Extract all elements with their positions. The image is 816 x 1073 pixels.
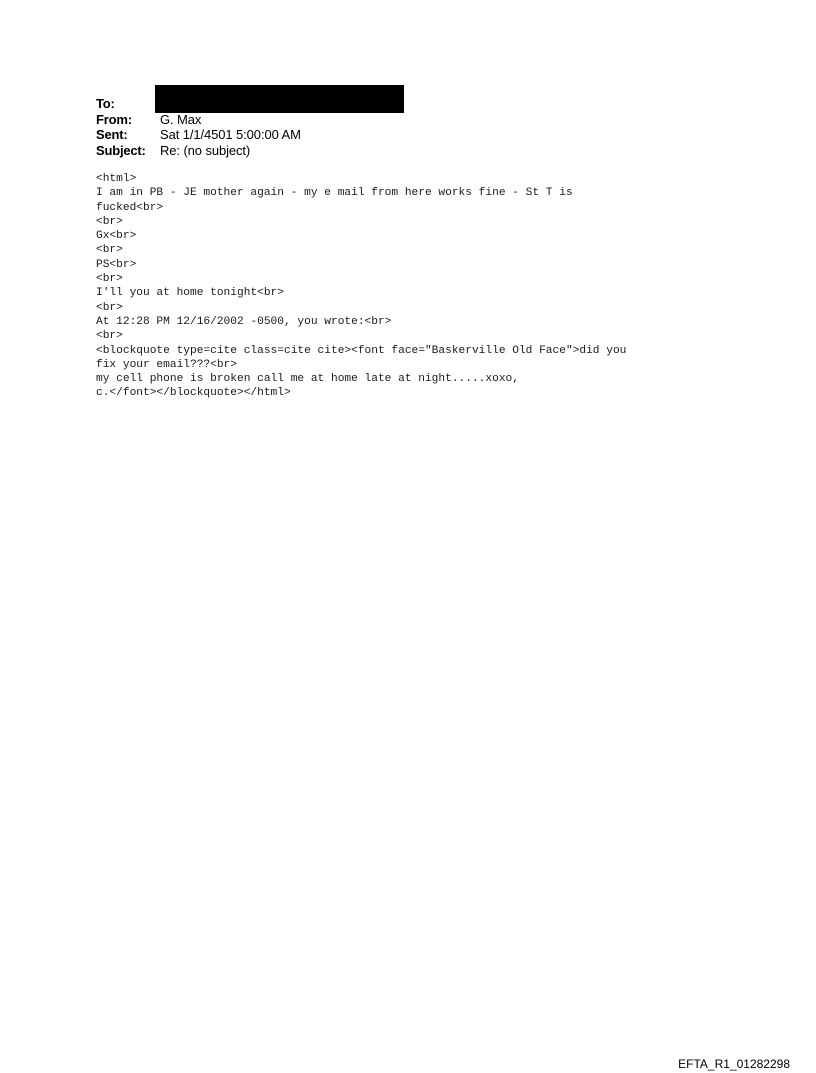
to-label: To: xyxy=(96,96,115,111)
body-line: <br> xyxy=(96,273,123,286)
body-line: I am in PB - JE mother again - my e mail from here works fine - St T is xyxy=(96,187,573,200)
from-row xyxy=(96,112,301,128)
body-line: PS<br> xyxy=(96,258,137,271)
body-line: my cell phone is broken call me at home late at night.....xoxo, xyxy=(96,373,519,386)
body-line: <br> xyxy=(96,301,123,314)
from-value: G. Max xyxy=(160,111,202,127)
sent-label: Sent: xyxy=(96,127,128,142)
body-line: <blockquote type=cite class=cite cite><font face="Baskerville Old Face">did you xyxy=(96,344,627,357)
body-line: <br> xyxy=(96,330,123,343)
body-line: At 12:28 PM 12/16/2002 -0500, you wrote:<br> xyxy=(96,315,392,328)
body-line: <html> xyxy=(96,173,137,185)
body-line: Gx<br> xyxy=(96,230,137,243)
body-line: <br> xyxy=(96,215,123,228)
email-body xyxy=(96,172,626,401)
email-header xyxy=(96,96,301,158)
subject-row xyxy=(96,143,301,159)
sent-row xyxy=(96,127,301,143)
subject-label: Subject: xyxy=(96,142,146,158)
sent-value: Sat 1/1/4501 5:00:00 AM xyxy=(160,127,301,142)
to-row xyxy=(96,96,301,112)
body-line: <br> xyxy=(96,244,123,257)
body-line: fucked<br> xyxy=(96,201,164,214)
from-label: From: xyxy=(96,111,132,127)
body-line: I'll you at home tonight<br> xyxy=(96,287,284,300)
body-line: fix your email???<br> xyxy=(96,358,237,371)
subject-value: Re: (no subject) xyxy=(160,142,251,158)
document-id: EFTA_R1_01282298 xyxy=(678,1057,790,1071)
body-line: c.</font></blockquote></html> xyxy=(96,387,291,400)
